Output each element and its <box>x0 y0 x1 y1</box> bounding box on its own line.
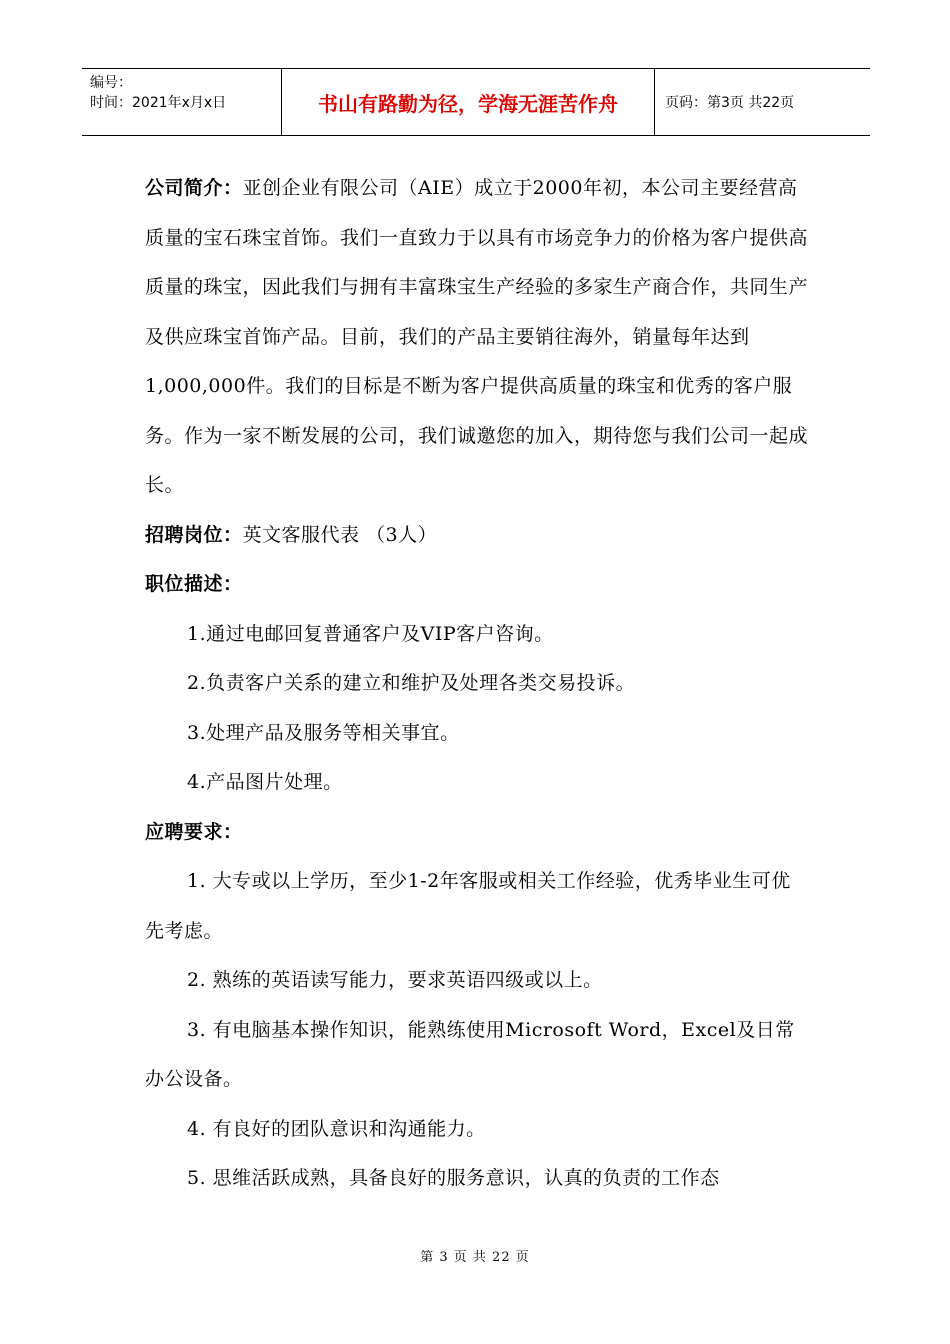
duty-item: 1.通过电邮回复普通客户及VIP客户咨询。 <box>187 622 554 645</box>
duty-item: 3.处理产品及服务等相关事宜。 <box>187 721 460 744</box>
duties-heading: 职位描述： <box>145 573 243 595</box>
requirements-heading: 应聘要求： <box>145 820 243 843</box>
requirement-item: 3. 有电脑基本操作知识，能熟练使用Microsoft Word，Excel及日常办公设备。 <box>145 1018 795 1090</box>
duty-item: 2.负责客户关系的建立和维护及处理各类交易投诉。 <box>187 672 636 694</box>
requirement-item: 5. 思维活跃成熟，具备良好的服务意识，认真的负责的工作态 <box>187 1167 720 1189</box>
position-paragraph <box>145 511 810 561</box>
page-footer: 第 3 页 共 22 页 <box>420 1250 530 1265</box>
requirement-item: 4. 有良好的团队意识和沟通能力。 <box>187 1117 486 1140</box>
document-number-label: 编号： <box>90 75 132 91</box>
position-label: 招聘岗位： <box>145 523 243 546</box>
requirement-item: 2. 熟练的英语读写能力，要求英语四级或以上。 <box>187 969 603 991</box>
intro-paragraph <box>145 164 810 511</box>
intro-label: 公司简介： <box>145 177 243 199</box>
requirement-item: 1. 大专或以上学历，至少1-2年客服或相关工作经验，优秀毕业生可优先考虑。 <box>145 870 791 942</box>
position-text: 英文客服代表 （3人） <box>242 523 438 546</box>
header-motto: 书山有路勤为径，学海无涯苦作舟 <box>282 69 655 135</box>
page-header <box>82 68 870 136</box>
header-page-info: 页码：第3页 共22页 <box>665 95 795 111</box>
header-meta <box>82 69 282 135</box>
intro-text: 亚创企业有限公司（AIE）成立于2000年初，本公司主要经营高质量的宝石珠宝首饰。我们一直致力于以具有市场竞争力的价格为客户提供高质量的珠宝，因此我们与拥有丰富珠宝生产经验的多家生产商合作，共同生产及供应珠宝首饰产品。目前，我们的产品主要销往海外，销量每年达到1,000,000件。我们的目标是不断为客户提供高质量的珠宝和优秀的客户服务。作为一家不断发展的公司，我们诚邀您的加入，期待您与我们公司一起成长。 <box>145 177 809 496</box>
document-date: 时间：2021年x月x日 <box>90 95 227 111</box>
duty-item: 4.产品图片处理。 <box>187 771 343 793</box>
document-body <box>145 164 810 1204</box>
